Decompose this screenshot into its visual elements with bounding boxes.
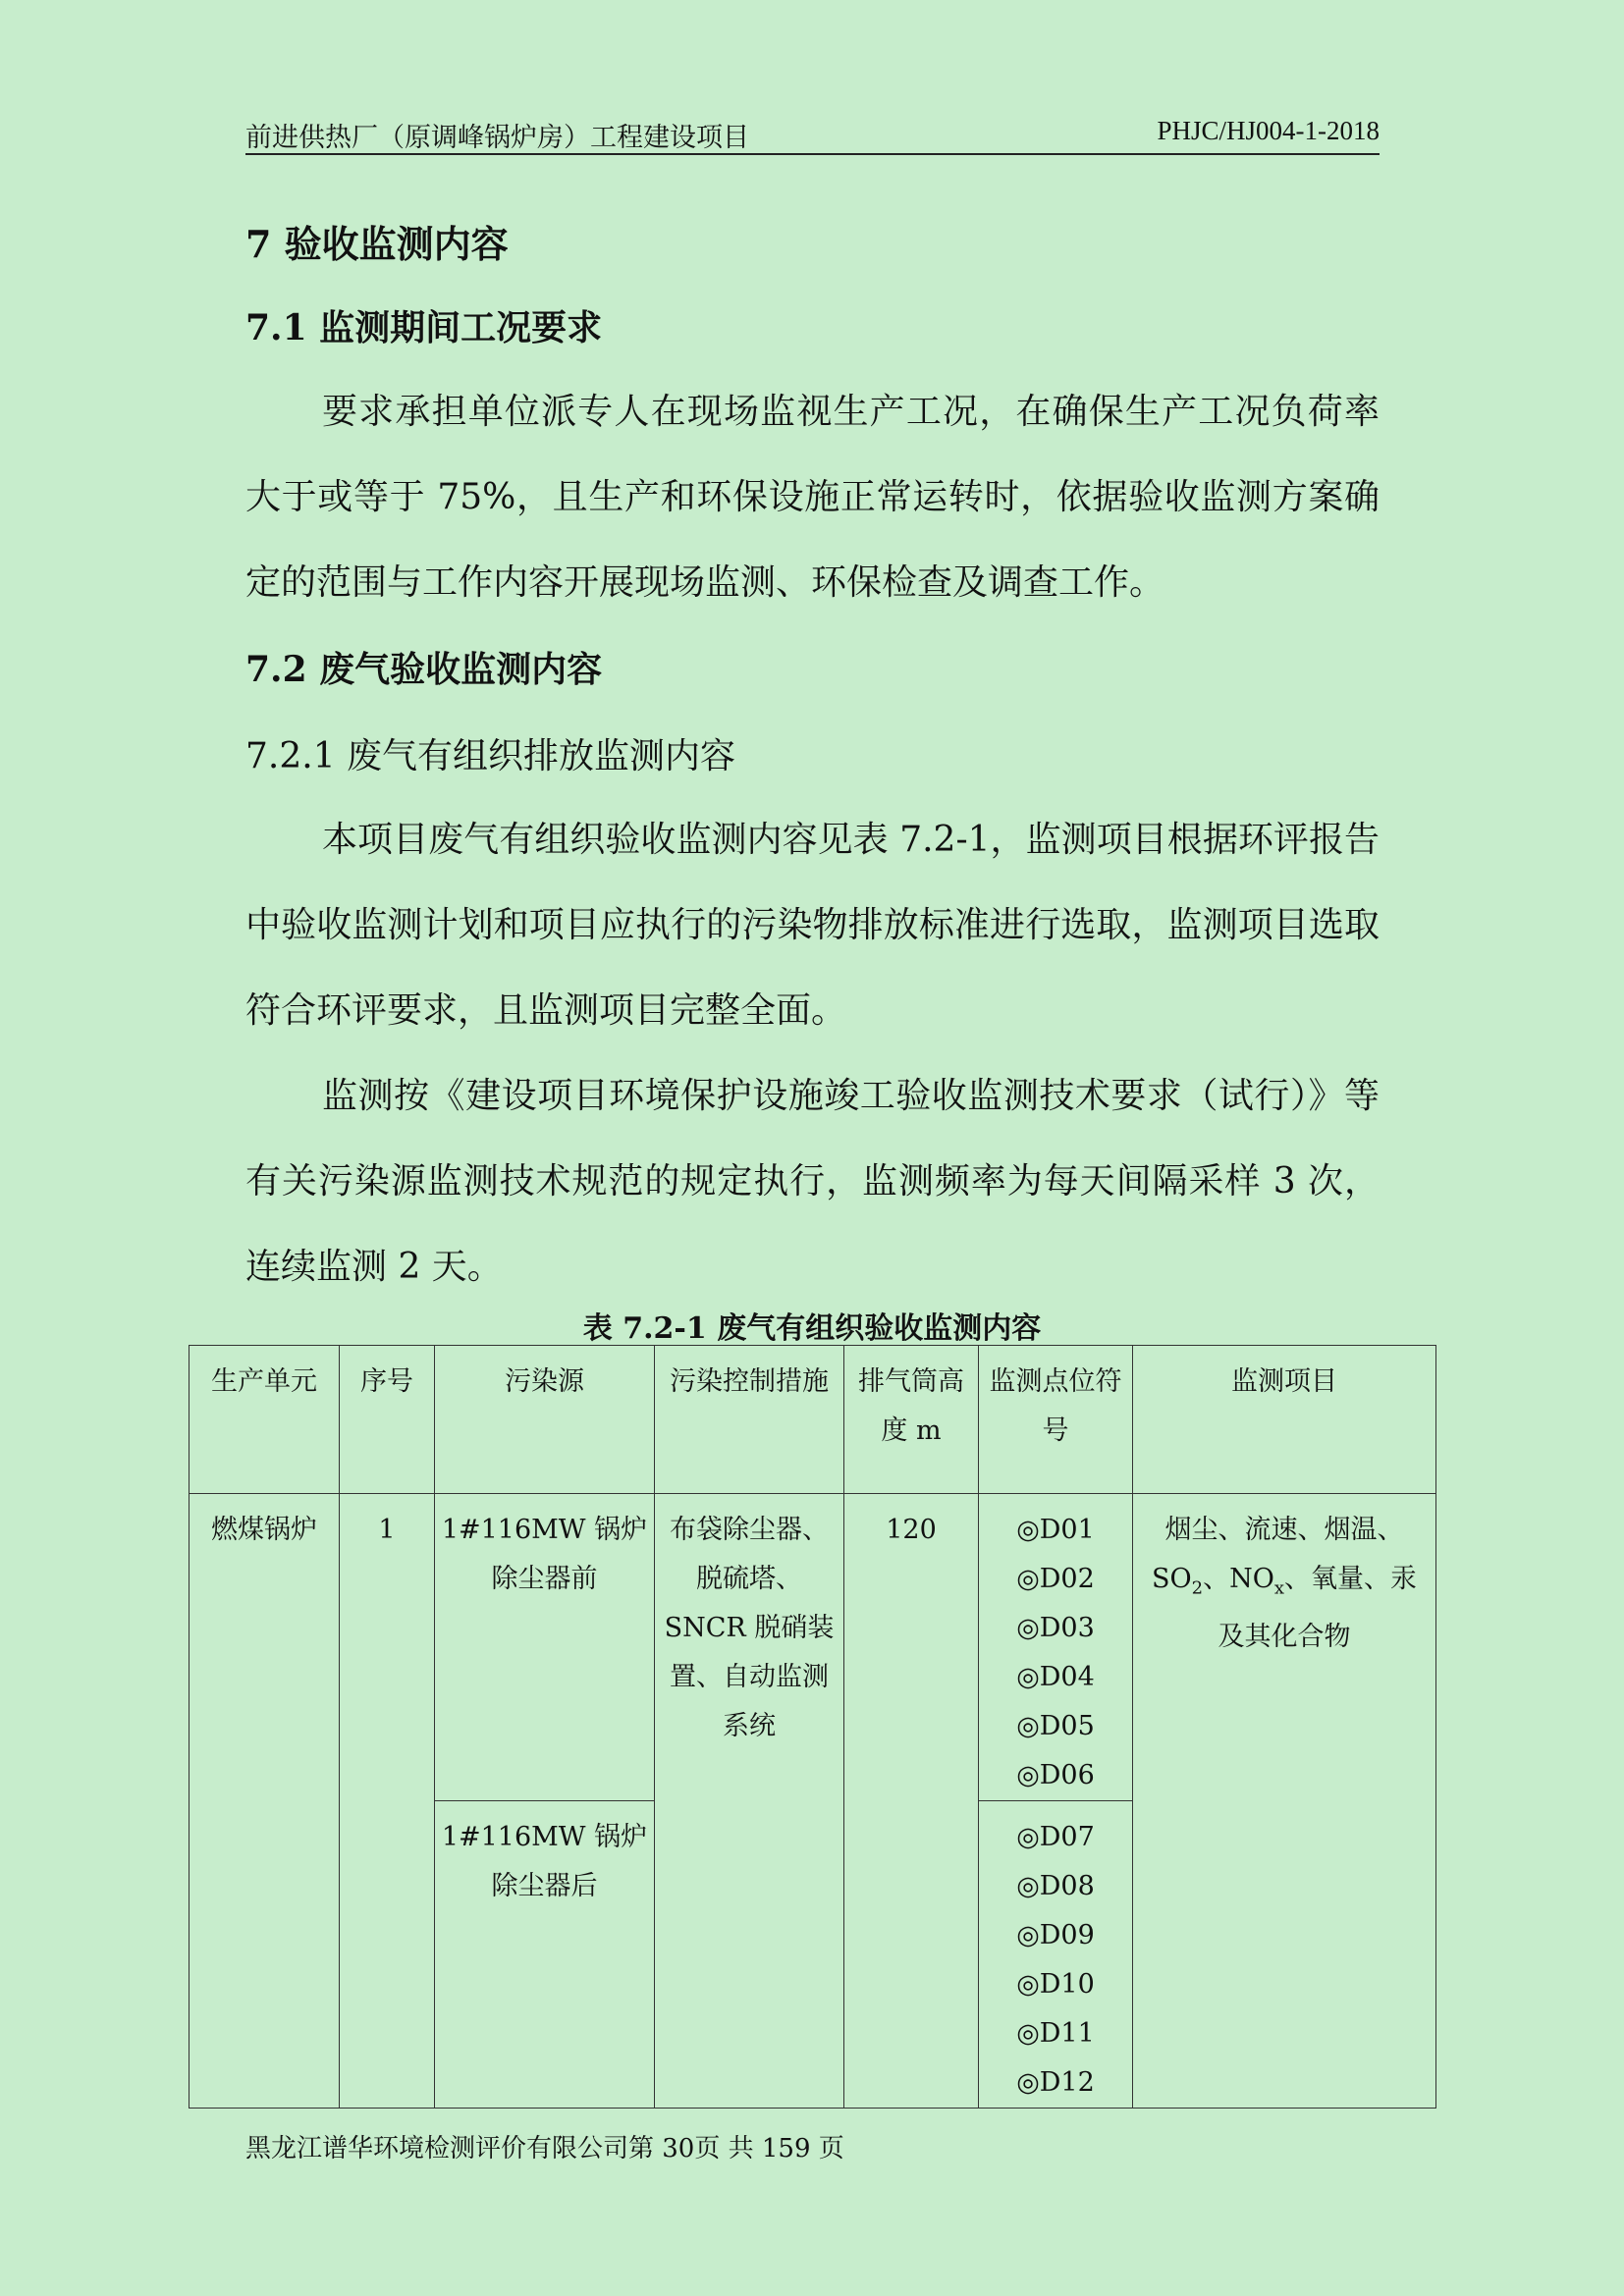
section-7-1-paragraph: 要求承担单位派专人在现场监视生产工况，在确保生产工况负荷率大于或等于 75%，且生产和环保设施正常运转时，依据验收监测方案确定的范围与工作内容开展现场监测、环保检查及调查工作。 <box>245 392 1380 603</box>
monitoring-table <box>189 1345 1436 2109</box>
point-label: ◎D06 <box>1016 1760 1095 1790</box>
section-7-2-1-paragraph-1: 本项目废气有组织验收监测内容见表 7.2-1，监测项目根据环评报告中验收监测计划和项目应执行的污染物排放标准进行选取，监测项目选取符合环评要求，且监测项目完整全面。 <box>245 820 1380 1031</box>
header-document-code: PHJC/HJ004-1-2018 <box>1157 116 1380 145</box>
point-label: ◎D07 <box>1016 1822 1095 1852</box>
point-label: ◎D09 <box>1016 1920 1095 1950</box>
header-project-name: 前进供热厂（原调峰锅炉房）工程建设项目 <box>245 123 749 153</box>
cell-source-after: 1#116MW 锅炉除尘器后 <box>435 1801 655 2109</box>
cell-sequence: 1 <box>340 1494 435 2109</box>
header-monitoring-points: 监测点位符号 <box>979 1346 1133 1494</box>
cell-source-before: 1#116MW 锅炉除尘器前 <box>435 1494 655 1801</box>
cell-points-before <box>979 1494 1133 1801</box>
header-sequence: 序号 <box>340 1346 435 1494</box>
table-row <box>189 1494 1436 1801</box>
header-monitoring-items: 监测项目 <box>1133 1346 1436 1494</box>
table-header-row <box>189 1346 1436 1494</box>
page-footer: 黑龙江谱华环境检测评价有限公司第 30页 共 159 页 <box>245 2134 844 2163</box>
page-header <box>245 116 1380 155</box>
cell-stack-height: 120 <box>844 1494 979 2109</box>
section-7-title: 7 验收监测内容 <box>245 222 509 266</box>
point-label: ◎D02 <box>1016 1564 1095 1594</box>
header-stack-height: 排气筒高度 m <box>844 1346 979 1494</box>
cell-control-measures: 布袋除尘器、脱硫塔、SNCR 脱硝装置、自动监测系统 <box>655 1494 844 2109</box>
cell-points-after <box>979 1801 1133 2109</box>
point-label: ◎D01 <box>1016 1515 1095 1545</box>
point-label: ◎D10 <box>1016 1969 1095 2000</box>
header-pollution-source: 污染源 <box>435 1346 655 1494</box>
point-label: ◎D03 <box>1016 1613 1095 1643</box>
point-label: ◎D08 <box>1016 1871 1095 1901</box>
point-label: ◎D11 <box>1016 2018 1095 2049</box>
cell-production-unit: 燃煤锅炉 <box>189 1494 340 2109</box>
section-7-2-title: 7.2 废气验收监测内容 <box>245 649 603 690</box>
point-label: ◎D04 <box>1016 1662 1095 1692</box>
cell-monitoring-items: 烟尘、流速、烟温、$SO_2$、$NO_x$、氧量、汞及其化合物 <box>1133 1494 1436 2109</box>
section-7-1-title: 7.1 监测期间工况要求 <box>245 307 603 348</box>
header-production-unit: 生产单元 <box>189 1346 340 1494</box>
header-control-measures: 污染控制措施 <box>655 1346 844 1494</box>
table-caption: 表 7.2-1 废气有组织验收监测内容 <box>582 1311 1042 1346</box>
section-7-2-1-paragraph-2: 监测按《建设项目环境保护设施竣工验收监测技术要求（试行）》等有关污染源监测技术规范的规定执行，监测频率为每天间隔采样 3 次，连续监测 2 天。 <box>245 1076 1380 1287</box>
section-7-2-1-title: 7.2.1 废气有组织排放监测内容 <box>245 736 736 776</box>
point-label: ◎D12 <box>1016 2067 1095 2098</box>
point-label: ◎D05 <box>1016 1711 1095 1741</box>
